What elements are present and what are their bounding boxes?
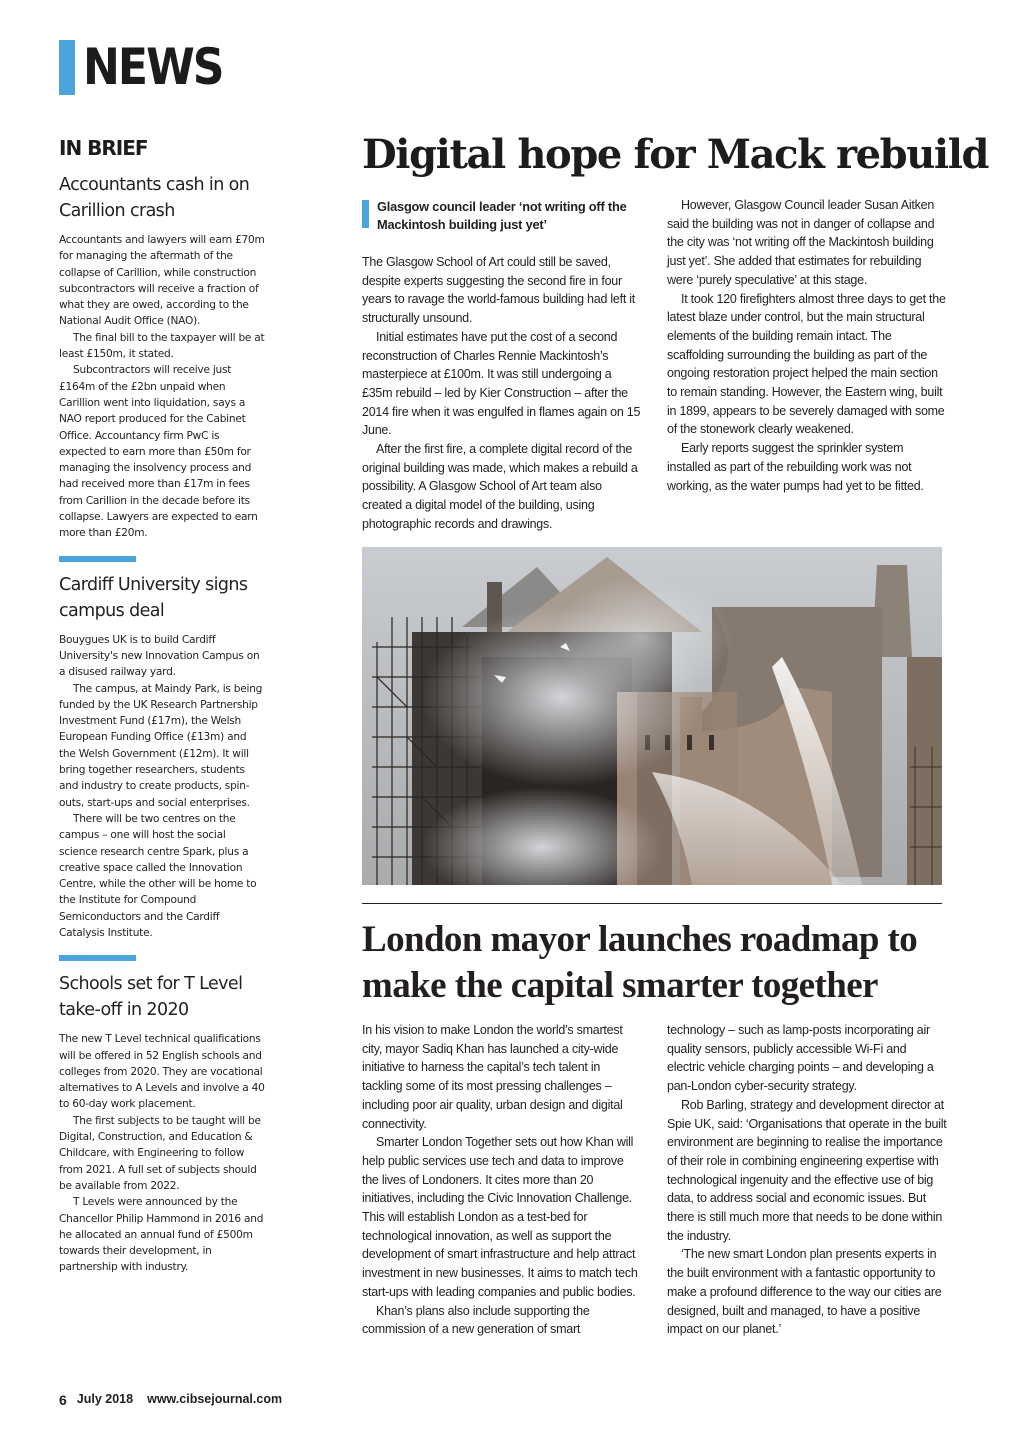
standfirst-accent-bar: [362, 200, 369, 228]
brief-title: Cardiff University signs campus deal: [59, 574, 248, 621]
article-column: [667, 1021, 947, 1339]
issue-date: July 2018: [76, 1392, 134, 1406]
brief-item: [59, 971, 265, 1275]
standfirst-text: Glasgow council leader ‘not writing off the Mackintosh building just yet’: [377, 199, 627, 232]
brief-divider: [59, 556, 136, 562]
brief-item: [59, 572, 265, 942]
section-accent-bar: [59, 40, 75, 95]
article-paragraph: The Glasgow School of Art could still be saved, despite experts suggesting the second fire in four years to ravage the world-famous building had left it structurally unsound.: [362, 255, 636, 326]
page-number: 6: [59, 1392, 67, 1408]
article-column: [362, 1021, 642, 1339]
article-paragraph: In his vision to make London the world’s smartest city, mayor Sadiq Khan has launched a city-wide initiative to harness the capital’s tech talent in tackling some of its most pressing challenges – including poor air quality, urban design and digital connectivity.: [362, 1023, 623, 1131]
brief-body: [59, 1031, 265, 1275]
article-paragraph: Smarter London Together sets out how Khan will help public services use tech and data to improve the lives of Londoners. It cites more than 20 initiatives, including the Civic Innovation Challenge. This will establish London as a test-bed for technological innovation, as well as support the development of smart infrastructure and help attract investment in new businesses. It aims to match tech start-ups with leading companies and public bodies.: [362, 1135, 638, 1299]
brief-paragraph: Subcontractors will receive just £164m of the £2bn unpaid when Carillion went into liquidation, says a NAO report produced for the Cabinet Office. Accountancy firm PwC is expected to earn more than £50m for managing the insolvency process and had received more than £17m in fees from Carillion in the decade before its collapse. Lawyers are expected to earn more than £20m.: [59, 364, 258, 540]
section-flag: [59, 40, 225, 95]
brief-body: [59, 232, 265, 542]
brief-paragraph: Bouygues UK is to build Cardiff University's new Innovation Campus on a disused railway yard.: [59, 633, 260, 679]
article-standfirst: [362, 198, 637, 233]
brief-paragraph: There will be two centres on the campus – one will host the social science research centre Spark, plus a creative space called the Innovation Centre, while the other will be home to the Institute for Compound Semiconductors and the Cardiff Catalysis Institute.: [59, 812, 257, 939]
article-paragraph: technology – such as lamp-posts incorporating air quality sensors, publicly accessible Wi-Fi and electric vehicle charging points – and developing a pan-London cyber-security strategy.: [667, 1023, 934, 1094]
article-paragraph: Initial estimates have put the cost of a second reconstruction of Charles Rennie Mackintosh’s masterpiece at £100m. It was still undergoing a £35m rebuild – led by Kier Construction – after the 2014 fire when it was engulfed in flames again on 15 June.: [362, 329, 641, 438]
article-paragraph: It took 120 firefighters almost three days to get the latest blaze under control, but the main structural elements of the building remain intact. The scaffolding surrounding the building as part of the ongoing restoration project helped the main section to remain standing. However, the Eastern wing, built in 1899, appears to be severely damaged with some of the stonework clearly weakened.: [667, 291, 946, 437]
article-paragraph: Rob Barling, strategy and development director at Spie UK, said: ‘Organisations that operate in the built environment are beginning to realise the importance of their role in combining engineering expertise with technological ingenuity and the effective use of big data, to address social and economic issues. But there is still much more that needs to be done within the industry.: [667, 1097, 947, 1243]
article-headline: Digital hope for Mack rebuild: [362, 131, 989, 178]
brief-paragraph: Accountants and lawyers will earn £70m for managing the aftermath of the collapse of Carillion, while construction subcontractors will receive a fraction of what they are owed, according to the National Audit Office (NAO).: [59, 234, 265, 328]
article-photo: [362, 547, 942, 885]
section-title: NEWS: [83, 38, 223, 96]
brief-title: Schools set for T Level take-off in 2020: [59, 974, 243, 1021]
article-headline: London mayor launches roadmap to make the capital smarter together: [362, 919, 918, 1006]
website-link[interactable]: www.cibsejournal.com: [147, 1392, 283, 1406]
in-brief-column: [59, 134, 265, 1276]
article-paragraph: Khan’s plans also include supporting the commission of a new generation of smart: [362, 1303, 590, 1337]
article-paragraph: Early reports suggest the sprinkler system installed as part of the rebuilding work was not working, as the water pumps had yet to be fitted.: [667, 441, 924, 493]
fire-building-photo: [362, 547, 942, 885]
article-paragraph: However, Glasgow Council leader Susan Aitken said the building was not in danger of collapse and the city was ‘not writing off the Mackintosh building just yet’. She added that estimates for rebuilding were ‘purely speculative’ at this stage.: [667, 198, 935, 287]
brief-body: [59, 632, 265, 942]
brief-title: Accountants cash in on Carillion crash: [59, 175, 250, 221]
brief-divider: [59, 955, 136, 961]
in-brief-heading: IN BRIEF: [59, 136, 148, 160]
article-divider: [362, 903, 942, 904]
page-footer: [59, 1392, 282, 1408]
article-paragraph: ‘The new smart London plan presents experts in the built environment with a fantastic opportunity to make a profound difference to the way our cities are designed, built and managed, to have a positive impact on our planet.’: [667, 1247, 942, 1337]
brief-paragraph: The first subjects to be taught will be Digital, Construction, and Education & Childcare, with Engineering to follow from 2021. A full set of subjects should be available from 2022.: [59, 1114, 261, 1192]
article-paragraph: After the first fire, a complete digital record of the original building was made, which makes a rebuild a possibility. A Glasgow School of Art team also created a digital model of the building, using photographic records and drawings.: [362, 442, 638, 531]
brief-paragraph: The final bill to the taxpayer will be at least £150m, it stated.: [59, 331, 265, 361]
brief-item: [59, 172, 265, 542]
brief-paragraph: The new T Level technical qualifications will be offered in 52 English schools and colleges from 2020. They are vocational alternatives to A Levels and involve a 40 to 60-day work placement.: [59, 1033, 265, 1111]
brief-paragraph: T Levels were announced by the Chancellor Philip Hammond in 2016 and he allocated an annual fund of £500m towards their development, in partnership with industry.: [59, 1196, 264, 1274]
brief-paragraph: The campus, at Maindy Park, is being funded by the UK Research Partnership Investment Fund (£17m), the Welsh European Funding Office (£13m) and the Welsh Government (£12m). It will bring together researchers, students and industry to create products, spin-outs, start-ups and social enterprises.: [59, 682, 263, 809]
article-column: [667, 196, 947, 495]
article-column: [362, 253, 642, 534]
